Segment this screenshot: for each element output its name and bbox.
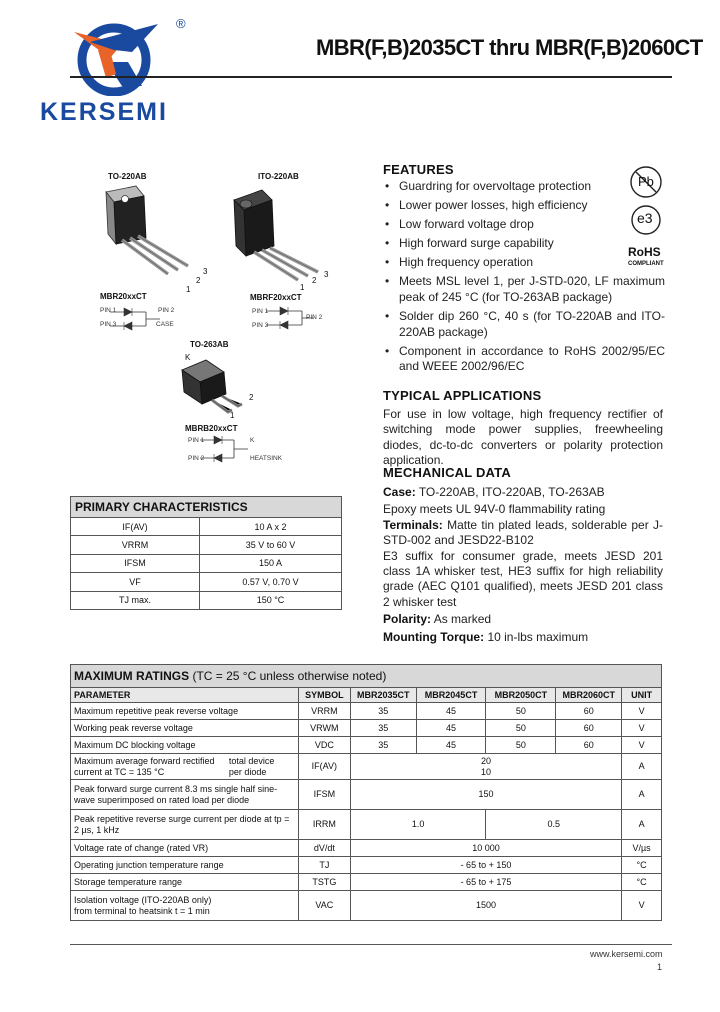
value-cell: 150 °C — [200, 591, 342, 609]
value-cell: 10 000 — [350, 840, 621, 857]
value-cell: 35 — [350, 737, 416, 754]
per-diode-label: per diode — [228, 766, 267, 777]
col-header: MBR2060CT — [556, 688, 622, 703]
mechanical-torque — [383, 630, 663, 645]
value-cell: - 65 to + 175 — [350, 874, 621, 891]
package-label-to263ab: TO-263AB — [190, 340, 229, 349]
symbol-cell: VDC — [298, 737, 350, 754]
value-cell: 150 — [350, 780, 621, 810]
to220ab-pin-1: 1 — [186, 285, 191, 294]
value-cell: 35 — [350, 703, 416, 720]
param-cell: VRRM — [71, 536, 200, 554]
to220ab-pin-2: 2 — [196, 276, 201, 285]
max-ratings-condition: (TC = 25 °C unless otherwise noted) — [192, 668, 387, 683]
value-cell: 45 — [416, 703, 486, 720]
table-row — [71, 737, 662, 754]
param-cell: Maximum repetitive peak reverse voltage — [71, 703, 299, 720]
isolation-param-a: Isolation voltage (ITO-220AB only) — [74, 894, 212, 905]
feature-item: • High frequency operation — [383, 255, 619, 271]
applications-text: For use in low voltage, high frequency rectifier of switching mode power supplies, freewheeling diodes, dc-to-dc converters or polarity protection application. — [383, 407, 663, 468]
primary-heading: PRIMARY CHARACTERISTICS — [71, 497, 342, 518]
company-logo — [70, 14, 166, 96]
symbol-cell: IFSM — [298, 780, 350, 810]
table-row — [71, 810, 662, 840]
value-cell: - 65 to + 150 — [350, 857, 621, 874]
col-header: UNIT — [622, 688, 662, 703]
to220ab-pin-label-1: PIN 1 — [100, 307, 117, 314]
value-cell — [350, 754, 621, 780]
e3-label: e3 — [637, 210, 653, 226]
unit-cell: A — [622, 754, 662, 780]
symbol-cell: TSTG — [298, 874, 350, 891]
param-cell: Voltage rate of change (rated VR) — [71, 840, 299, 857]
to263ab-pin-label-k: K — [250, 437, 255, 444]
table-row — [71, 573, 342, 591]
symbol-cell: dV/dt — [298, 840, 350, 857]
page-title: MBR(F,B)2035CT thru MBR(F,B)2060CT — [316, 35, 703, 60]
part-label-mbrb20xxct: MBRB20xxCT — [185, 424, 238, 433]
to220ab-pin-label-2: PIN 2 — [158, 307, 175, 314]
table-row — [71, 874, 662, 891]
table-row — [71, 591, 342, 609]
table-row — [71, 518, 342, 536]
param-cell: Operating junction temperature range — [71, 857, 299, 874]
feature-item: • Component in accordance to RoHS 2002/95/EC and WEEE 2002/96/EC — [383, 344, 665, 375]
value-cell: 0.5 — [486, 810, 622, 840]
table-row — [71, 780, 662, 810]
mechanical-polarity — [383, 612, 663, 627]
param-cell: Maximum DC blocking voltage — [71, 737, 299, 754]
to263ab-pin-label-heatsink: HEATSINK — [250, 455, 283, 462]
table-row — [71, 703, 662, 720]
polarity-label: Polarity: — [383, 612, 432, 627]
value-cell: 10 A x 2 — [200, 518, 342, 536]
value-cell: 1500 — [350, 891, 621, 921]
feature-item: • Solder dip 260 °C, 40 s (for TO-220AB and ITO-220AB package) — [383, 309, 665, 340]
ito220ab-pin-3: 3 — [324, 270, 329, 279]
value-cell: 35 V to 60 V — [200, 536, 342, 554]
table-row — [71, 554, 342, 572]
case-label: Case: — [383, 485, 416, 499]
mechanical-terminals — [383, 518, 663, 549]
to263ab-pin-1: 1 — [230, 411, 235, 420]
ito220ab-pin-1: 1 — [300, 283, 305, 292]
col-header: MBR2045CT — [416, 688, 486, 703]
primary-characteristics-table — [70, 496, 342, 610]
ito220ab-pin-2: 2 — [312, 276, 317, 285]
param-cell: IFSM — [71, 554, 200, 572]
table-row — [71, 891, 662, 921]
features-list — [383, 179, 665, 378]
feature-item: • Guardring for overvoltage protection — [383, 179, 619, 195]
unit-cell: V — [622, 703, 662, 720]
part-label-mbr20xxct: MBR20xxCT — [100, 292, 147, 301]
symbol-cell: TJ — [298, 857, 350, 874]
value-cell: 60 — [556, 720, 622, 737]
value-cell: 0.57 V, 0.70 V — [200, 573, 342, 591]
maximum-ratings-table — [70, 664, 662, 921]
unit-cell: V — [622, 720, 662, 737]
col-header: MBR2050CT — [486, 688, 556, 703]
unit-cell: V — [622, 891, 662, 921]
unit-cell: °C — [622, 857, 662, 874]
table-row — [71, 857, 662, 874]
table-row — [71, 754, 662, 780]
symbol-cell: IF(AV) — [298, 754, 350, 780]
feature-item: • High forward surge capability — [383, 236, 619, 252]
value-cell: 50 — [486, 720, 556, 737]
value-cell: 150 A — [200, 554, 342, 572]
symbol-cell: VRWM — [298, 720, 350, 737]
value-cell: 50 — [486, 703, 556, 720]
col-header: SYMBOL — [298, 688, 350, 703]
value-cell: 50 — [486, 737, 556, 754]
param-cell — [71, 754, 299, 780]
value-cell: 1.0 — [350, 810, 486, 840]
rohs-label: RoHS — [628, 245, 661, 259]
total-value: 20 — [480, 755, 491, 766]
per-diode-value: 10 — [480, 766, 491, 777]
header-divider — [70, 76, 672, 78]
feature-item: • Lower power losses, high efficiency — [383, 198, 619, 214]
unit-cell: V/µs — [622, 840, 662, 857]
to263ab-pin-2: 2 — [249, 393, 254, 402]
value-cell: 60 — [556, 737, 622, 754]
column-header-row — [71, 688, 662, 703]
max-ratings-heading: MAXIMUM RATINGS — [74, 668, 190, 683]
param-cell: VF — [71, 573, 200, 591]
ito220ab-pin-label-3: PIN 3 — [252, 322, 269, 329]
param-cell: Peak repetitive reverse surge current per diode at tp = 2 µs, 1 kHz — [71, 810, 299, 840]
param-cell — [71, 891, 299, 921]
case-value: TO-220AB, ITO-220AB, TO-263AB — [418, 485, 605, 499]
terminals-label: Terminals: — [383, 517, 443, 532]
forward-current-subparams — [229, 756, 295, 778]
to220ab-pin-label-case: CASE — [156, 321, 174, 328]
symbol-cell: VRRM — [298, 703, 350, 720]
table-row — [71, 840, 662, 857]
table-row — [71, 720, 662, 737]
total-device-label: total device — [228, 755, 275, 766]
features-heading: FEATURES — [383, 162, 454, 177]
footer-divider — [70, 944, 672, 945]
mechanical-epoxy: Epoxy meets UL 94V-0 flammability rating — [383, 502, 606, 517]
max-ratings-heading-cell — [71, 665, 662, 688]
symbol-cell: IRRM — [298, 810, 350, 840]
mechanical-data — [383, 485, 663, 645]
mechanical-heading: MECHANICAL DATA — [383, 465, 511, 480]
package-label-to220ab: TO-220AB — [108, 172, 147, 181]
unit-cell: °C — [622, 874, 662, 891]
terminals-value: Matte tin plated leads, solderable per J-STD-002 and JESD22-B102 — [383, 517, 663, 548]
mechanical-case — [383, 485, 663, 500]
col-header: MBR2035CT — [350, 688, 416, 703]
brand-name: KERSEMI — [40, 98, 168, 126]
feature-item: • Meets MSL level 1, per J-STD-020, LF maximum peak of 245 °C (for TO-263AB package) — [383, 274, 665, 305]
torque-label: Mounting Torque: — [383, 629, 485, 644]
polarity-value: As marked — [433, 612, 492, 627]
mechanical-e3-suffix: E3 suffix for consumer grade, meets JESD 201 class 1A whisker test, HE3 suffix for high reliability grade (AEC Q101 qualified), meets JESD 201 class 2 whisker test — [383, 548, 663, 609]
feature-item: • Low forward voltage drop — [383, 217, 619, 233]
applications-heading: TYPICAL APPLICATIONS — [383, 388, 542, 403]
to263ab-package-drawing — [176, 356, 266, 423]
col-header: PARAMETER — [71, 688, 299, 703]
value-cell: 60 — [556, 703, 622, 720]
compliant-label: COMPLIANT — [628, 261, 664, 267]
param-cell: IF(AV) — [71, 518, 200, 536]
value-cell: 45 — [416, 720, 486, 737]
to263ab-pin-label-2: PIN 2 — [188, 455, 205, 462]
param-cell: Storage temperature range — [71, 874, 299, 891]
torque-value: 10 in-lbs maximum — [487, 629, 589, 644]
param-cell: Working peak reverse voltage — [71, 720, 299, 737]
page-number: 1 — [657, 962, 663, 972]
unit-cell: V — [622, 737, 662, 754]
symbol-cell: VAC — [298, 891, 350, 921]
value-cell: 45 — [416, 737, 486, 754]
to220ab-package-drawing — [92, 182, 212, 295]
param-cell: Peak forward surge current 8.3 ms single half sine-wave superimposed on rated load per diode — [71, 780, 299, 810]
isolation-param-b: from terminal to heatsink t = 1 min — [74, 905, 210, 916]
part-label-mbrf20xxct: MBRF20xxCT — [250, 293, 302, 302]
value-cell: 35 — [350, 720, 416, 737]
footer-url[interactable]: www.kersemi.com — [590, 949, 663, 959]
unit-cell: A — [622, 780, 662, 810]
unit-cell: A — [622, 810, 662, 840]
ito220ab-pin-label-2: PIN 2 — [306, 314, 323, 321]
ito220ab-pin-label-1: PIN 1 — [252, 308, 269, 315]
pb-label: Pb — [638, 174, 654, 189]
to263ab-pin-label-1: PIN 1 — [188, 437, 205, 444]
forward-current-param: Maximum average forward rectified current at TC = 135 °C — [74, 755, 215, 777]
table-row — [71, 536, 342, 554]
registered-mark: ® — [176, 16, 186, 31]
to263ab-pin-k: K — [185, 353, 191, 362]
package-label-ito220ab: ITO-220AB — [258, 172, 299, 181]
to220ab-pin-label-3: PIN 3 — [100, 321, 117, 328]
to220ab-pin-3: 3 — [203, 267, 208, 276]
param-cell: TJ max. — [71, 591, 200, 609]
